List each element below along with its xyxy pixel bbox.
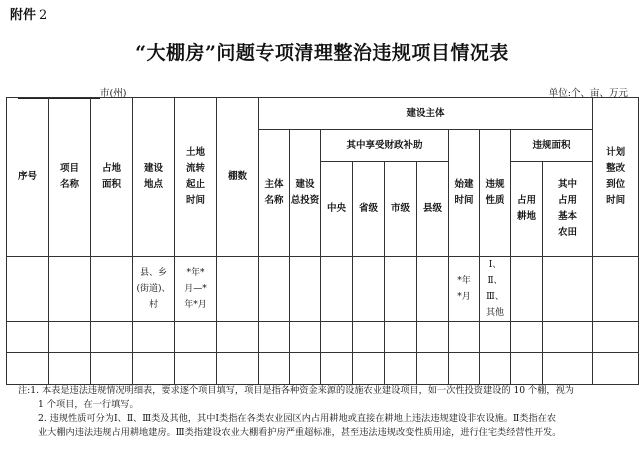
col-start-time: 始建 时间 [449,130,480,257]
unit-label: 单位:个、亩、万元 [548,88,628,99]
cell-violation-nature: Ⅰ、 Ⅱ、 Ⅲ、 其他 [480,257,511,322]
table-cell [91,353,133,385]
table-cell [133,322,175,353]
col-entity-name: 主体 名称 [259,130,290,257]
notes [18,384,638,440]
table-cell [259,257,290,322]
col-rectify-plan: 计划 整改 到位 时间 [593,98,639,257]
table-cell [133,353,175,385]
table-cell [290,353,321,385]
table-cell [49,257,91,322]
cell-start-time: *年 *月 [449,257,480,322]
table-cell [91,322,133,353]
table-cell [259,322,290,353]
col-area: 占地 面积 [91,98,133,257]
table-cell [511,353,543,385]
table-cell [321,322,353,353]
col-occupied-farmland: 占用 耕地 [511,162,543,257]
table-cell [259,353,290,385]
table-cell [417,322,449,353]
note-line: 业大棚内违法违规占用耕地建房。Ⅲ类指建设农业大棚看护房严重超标准，甚至违法违规改变性质用途，进行住宅类经营性开发。 [38,427,562,438]
table-cell [321,353,353,385]
table-cell [480,353,511,385]
city-suffix: 市(州) [100,88,127,99]
col-municipal: 市级 [385,162,417,257]
table-row [7,353,639,385]
note-line: 注:1. 本表是违法违规情况明细表，要求逐个项目填写，项目是指各种资金来源的设施农业建设项目，如一次性投资建设的 10 个棚，视为 [18,385,574,396]
col-land-transfer: 土地 流转 起止 时间 [175,98,217,257]
table-cell [511,322,543,353]
table-cell [449,322,480,353]
table-cell [417,257,449,322]
table-cell [593,257,639,322]
table-cell [353,257,385,322]
cell-land-transfer: *年* 月—* 年*月 [175,257,217,322]
table-cell [385,257,417,322]
table-cell [449,353,480,385]
table-cell [217,322,259,353]
col-seq: 序号 [7,98,49,257]
table-cell [480,322,511,353]
col-violation-nature: 违规 性质 [480,130,511,257]
table-cell [49,353,91,385]
table-cell [217,353,259,385]
table-cell [353,353,385,385]
table-cell [353,322,385,353]
table-cell [91,257,133,322]
cell-location: 县、乡 (街道)、 村 [133,257,175,322]
table-cell [7,257,49,322]
col-occupied-basic-farmland: 其中 占用 基本 农田 [543,162,593,257]
attachment-label: 附件 2 [10,8,48,23]
table-cell [49,322,91,353]
table-cell [593,322,639,353]
table-cell [321,257,353,322]
violation-table [6,97,639,385]
table-cell [417,353,449,385]
col-subsidy: 其中享受财政补助 [321,130,449,162]
col-construction-entity: 建设主体 [259,98,593,130]
col-project-name: 项目 名称 [49,98,91,257]
table-cell [175,322,217,353]
table-cell [593,353,639,385]
table-cell [543,322,593,353]
table-cell [511,257,543,322]
table-cell [217,257,259,322]
table-row [7,322,639,353]
table-cell [385,353,417,385]
col-central: 中央 [321,162,353,257]
table-cell [543,353,593,385]
note-line: 2. 违规性质可分为Ⅰ、Ⅱ、Ⅲ类及其他，其中Ⅰ类指在各类农业园区内占用耕地或直接在耕地上违法违规建设非农设施。Ⅱ类指在农 [38,413,557,424]
table-cell [543,257,593,322]
page-title: “大棚房”问题专项清理整治违规项目情况表 [135,42,509,64]
table-cell [7,322,49,353]
col-total-investment: 建设 总投资 [290,130,321,257]
table-row [7,257,639,322]
col-provincial: 省级 [353,162,385,257]
col-county: 县级 [417,162,449,257]
table-cell [290,322,321,353]
col-shed-count: 棚数 [217,98,259,257]
note-line: 1 个项目，在一行填写。 [38,399,139,410]
table-cell [385,322,417,353]
col-violation-area: 违规面积 [511,130,593,162]
col-location: 建设 地点 [133,98,175,257]
table-cell [175,353,217,385]
table-cell [7,353,49,385]
table-cell [290,257,321,322]
